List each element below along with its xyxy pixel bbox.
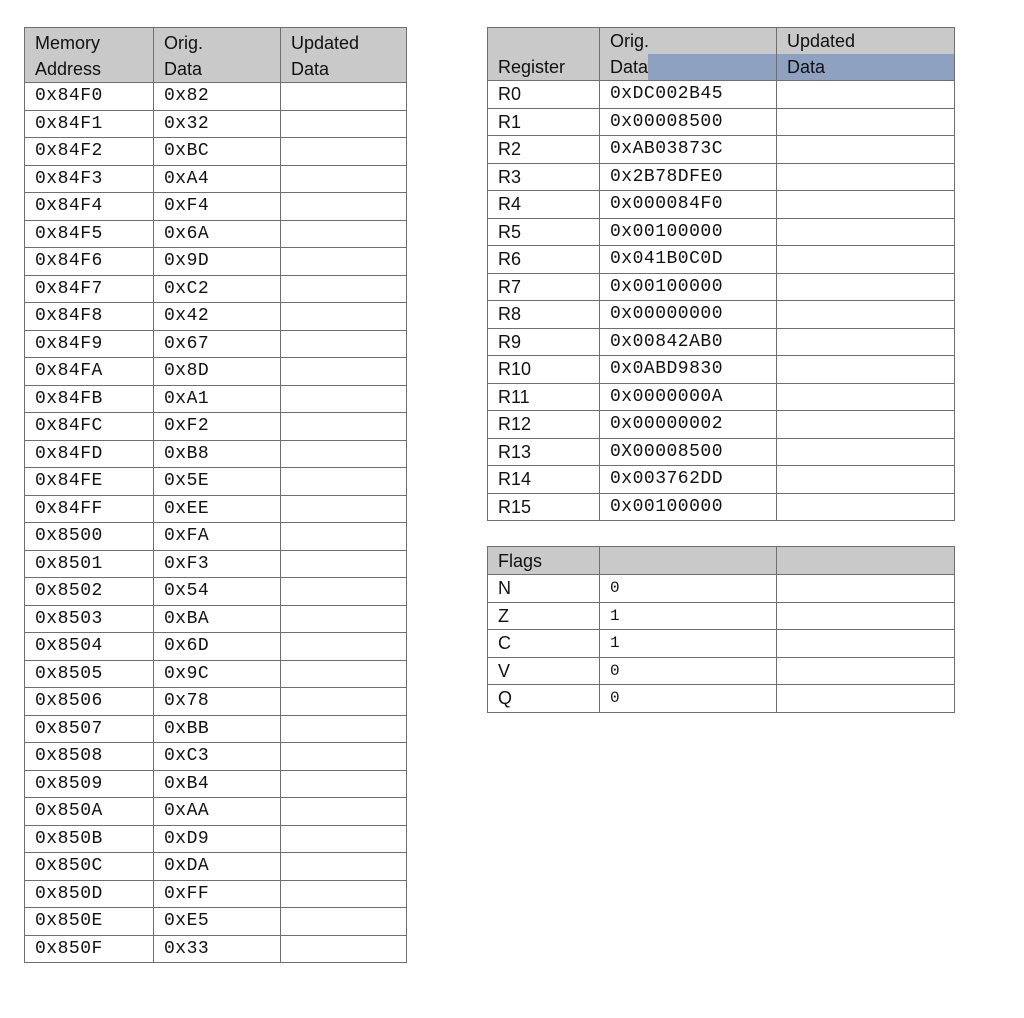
memory-address-cell: 0x84FF	[25, 495, 154, 523]
flag-value-cell: 1	[600, 630, 777, 658]
memory-orig-data-cell: 0xA4	[154, 165, 281, 193]
register-orig-data-cell: 0x00000002	[600, 411, 777, 439]
register-updated-data-cell[interactable]	[777, 246, 955, 274]
flag-row	[488, 685, 955, 713]
memory-address-header	[25, 28, 154, 83]
memory-orig-data-cell: 0xB4	[154, 770, 281, 798]
flag-row	[488, 602, 955, 630]
memory-row	[25, 853, 407, 881]
memory-orig-data-cell: 0xAA	[154, 798, 281, 826]
memory-table	[24, 27, 407, 963]
memory-orig-data-cell: 0x78	[154, 688, 281, 716]
memory-address-cell: 0x84FC	[25, 413, 154, 441]
register-orig-data-cell: 0x0000000A	[600, 383, 777, 411]
memory-row	[25, 908, 407, 936]
register-name-cell: R11	[488, 383, 600, 411]
flag-updated-cell[interactable]	[777, 630, 955, 658]
register-header-row	[488, 28, 955, 81]
memory-updated-data-cell[interactable]	[281, 825, 407, 853]
register-row	[488, 246, 955, 274]
memory-orig-data-cell: 0xD9	[154, 825, 281, 853]
memory-orig-data-cell: 0xFF	[154, 880, 281, 908]
memory-address-cell: 0x84FD	[25, 440, 154, 468]
memory-updated-data-cell[interactable]	[281, 605, 407, 633]
register-table	[487, 27, 955, 521]
flag-value-cell: 0	[600, 685, 777, 713]
memory-orig-header-line2: Data	[164, 59, 203, 79]
flag-updated-cell[interactable]	[777, 575, 955, 603]
memory-row	[25, 550, 407, 578]
flag-row	[488, 575, 955, 603]
register-updated-header-line2: Data	[777, 54, 954, 80]
memory-orig-data-cell: 0xF4	[154, 193, 281, 221]
memory-row	[25, 220, 407, 248]
register-orig-data-cell: 0x2B78DFE0	[600, 163, 777, 191]
memory-address-cell: 0x850C	[25, 853, 154, 881]
memory-orig-data-cell: 0xE5	[154, 908, 281, 936]
memory-address-cell: 0x84F5	[25, 220, 154, 248]
memory-orig-data-cell: 0xF3	[154, 550, 281, 578]
memory-updated-data-cell[interactable]	[281, 138, 407, 166]
memory-orig-data-cell: 0xB8	[154, 440, 281, 468]
register-name-cell: R7	[488, 273, 600, 301]
memory-address-cell: 0x84F7	[25, 275, 154, 303]
register-updated-data-cell[interactable]	[777, 411, 955, 439]
memory-updated-data-cell[interactable]	[281, 83, 407, 111]
register-name-cell: R8	[488, 301, 600, 329]
register-row	[488, 383, 955, 411]
memory-orig-data-cell: 0x5E	[154, 468, 281, 496]
memory-row	[25, 660, 407, 688]
flag-updated-cell[interactable]	[777, 685, 955, 713]
memory-address-cell: 0x84FA	[25, 358, 154, 386]
flag-value-cell: 0	[600, 575, 777, 603]
register-orig-data-cell: 0xAB03873C	[600, 136, 777, 164]
memory-row	[25, 358, 407, 386]
register-orig-data-cell: 0x041B0C0D	[600, 246, 777, 274]
memory-address-cell: 0x8501	[25, 550, 154, 578]
register-updated-data-cell[interactable]	[777, 301, 955, 329]
memory-address-cell: 0x8503	[25, 605, 154, 633]
memory-updated-data-cell[interactable]	[281, 908, 407, 936]
register-orig-data-cell: 0x000084F0	[600, 191, 777, 219]
memory-updated-header-line1: Updated	[291, 33, 360, 53]
memory-updated-data-cell[interactable]	[281, 495, 407, 523]
register-orig-header-line1: Orig.	[610, 31, 650, 51]
register-orig-data-cell: 0x0ABD9830	[600, 356, 777, 384]
register-orig-data-cell: 0x00842AB0	[600, 328, 777, 356]
memory-updated-data-cell[interactable]	[281, 550, 407, 578]
memory-orig-data-cell: 0xA1	[154, 385, 281, 413]
memory-orig-data-cell: 0xBA	[154, 605, 281, 633]
flag-value-cell: 1	[600, 602, 777, 630]
memory-address-header-line1: Memory	[35, 33, 101, 53]
memory-orig-data-cell: 0xFA	[154, 523, 281, 551]
flag-updated-cell[interactable]	[777, 602, 955, 630]
memory-address-cell: 0x84F9	[25, 330, 154, 358]
register-row	[488, 438, 955, 466]
register-row	[488, 218, 955, 246]
memory-orig-data-cell: 0xBB	[154, 715, 281, 743]
memory-orig-data-cell: 0x8D	[154, 358, 281, 386]
memory-orig-data-header	[154, 28, 281, 83]
register-updated-data-cell[interactable]	[777, 493, 955, 521]
memory-orig-data-cell: 0x6D	[154, 633, 281, 661]
register-row	[488, 81, 955, 109]
memory-row	[25, 798, 407, 826]
memory-address-cell: 0x84F0	[25, 83, 154, 111]
memory-updated-data-cell[interactable]	[281, 385, 407, 413]
register-orig-data-cell: 0x00100000	[600, 273, 777, 301]
memory-address-cell: 0x8507	[25, 715, 154, 743]
register-updated-data-cell[interactable]	[777, 438, 955, 466]
flag-name-cell: Z	[488, 602, 600, 630]
flag-row	[488, 657, 955, 685]
register-orig-data-cell: 0x00008500	[600, 108, 777, 136]
register-row	[488, 273, 955, 301]
flag-updated-cell[interactable]	[777, 657, 955, 685]
memory-updated-data-cell[interactable]	[281, 468, 407, 496]
memory-orig-data-cell: 0x32	[154, 110, 281, 138]
memory-updated-data-cell[interactable]	[281, 578, 407, 606]
flags-table	[487, 546, 955, 713]
memory-row	[25, 880, 407, 908]
register-orig-data-cell: 0x00100000	[600, 493, 777, 521]
register-name-cell: R12	[488, 411, 600, 439]
register-row	[488, 108, 955, 136]
memory-updated-data-cell[interactable]	[281, 303, 407, 331]
memory-row	[25, 605, 407, 633]
flag-name-cell: C	[488, 630, 600, 658]
register-name-cell: R2	[488, 136, 600, 164]
memory-updated-data-cell[interactable]	[281, 853, 407, 881]
memory-row	[25, 248, 407, 276]
memory-row	[25, 688, 407, 716]
register-table-body	[488, 81, 955, 521]
memory-address-cell: 0x850A	[25, 798, 154, 826]
memory-row	[25, 275, 407, 303]
memory-orig-data-cell: 0xF2	[154, 413, 281, 441]
register-orig-data-cell: 0x00100000	[600, 218, 777, 246]
register-updated-data-cell[interactable]	[777, 108, 955, 136]
register-updated-data-cell[interactable]	[777, 466, 955, 494]
register-row	[488, 191, 955, 219]
memory-updated-data-cell[interactable]	[281, 880, 407, 908]
memory-row	[25, 385, 407, 413]
memory-updated-data-cell[interactable]	[281, 770, 407, 798]
memory-row	[25, 440, 407, 468]
memory-address-cell: 0x84F3	[25, 165, 154, 193]
register-name-cell: R10	[488, 356, 600, 384]
memory-updated-data-cell[interactable]	[281, 743, 407, 771]
memory-orig-data-cell: 0xDA	[154, 853, 281, 881]
memory-orig-data-cell: 0x9C	[154, 660, 281, 688]
memory-row	[25, 303, 407, 331]
memory-address-cell: 0x8502	[25, 578, 154, 606]
memory-header-row	[25, 28, 407, 83]
memory-orig-data-cell: 0x82	[154, 83, 281, 111]
memory-row	[25, 110, 407, 138]
register-name-cell: R14	[488, 466, 600, 494]
register-name-cell: R0	[488, 81, 600, 109]
register-name-cell: R5	[488, 218, 600, 246]
memory-address-cell: 0x84F4	[25, 193, 154, 221]
memory-updated-data-cell[interactable]	[281, 633, 407, 661]
memory-row	[25, 330, 407, 358]
memory-address-cell: 0x84FB	[25, 385, 154, 413]
flag-value-cell: 0	[600, 657, 777, 685]
memory-address-cell: 0x84F6	[25, 248, 154, 276]
memory-address-cell: 0x8500	[25, 523, 154, 551]
flag-name-cell: V	[488, 657, 600, 685]
memory-orig-data-cell: 0xEE	[154, 495, 281, 523]
register-orig-data-cell: 0x003762DD	[600, 466, 777, 494]
memory-row	[25, 825, 407, 853]
register-row	[488, 328, 955, 356]
memory-orig-header-line1: Orig.	[164, 33, 204, 53]
register-orig-data-cell: 0xDC002B45	[600, 81, 777, 109]
memory-row	[25, 495, 407, 523]
memory-orig-data-cell: 0xC2	[154, 275, 281, 303]
memory-row	[25, 523, 407, 551]
memory-row	[25, 165, 407, 193]
memory-updated-data-cell[interactable]	[281, 165, 407, 193]
memory-updated-data-cell[interactable]	[281, 193, 407, 221]
register-name-cell: R6	[488, 246, 600, 274]
memory-updated-data-cell[interactable]	[281, 275, 407, 303]
memory-orig-data-cell: 0xBC	[154, 138, 281, 166]
register-name-cell: R9	[488, 328, 600, 356]
memory-address-cell: 0x8509	[25, 770, 154, 798]
register-orig-data-header	[600, 28, 777, 81]
register-name-cell: R4	[488, 191, 600, 219]
register-name-cell: R13	[488, 438, 600, 466]
memory-updated-data-cell[interactable]	[281, 798, 407, 826]
memory-address-cell: 0x84F1	[25, 110, 154, 138]
register-header-label: Register	[498, 57, 566, 77]
memory-orig-data-cell: 0x6A	[154, 220, 281, 248]
memory-address-cell: 0x850D	[25, 880, 154, 908]
register-updated-data-cell[interactable]	[777, 191, 955, 219]
register-row	[488, 411, 955, 439]
memory-address-cell: 0x8508	[25, 743, 154, 771]
memory-updated-data-cell[interactable]	[281, 220, 407, 248]
memory-row	[25, 715, 407, 743]
register-name-cell: R1	[488, 108, 600, 136]
memory-updated-data-cell[interactable]	[281, 523, 407, 551]
memory-orig-data-cell: 0x67	[154, 330, 281, 358]
register-row	[488, 466, 955, 494]
memory-updated-data-cell[interactable]	[281, 330, 407, 358]
register-orig-header-line2: Data	[600, 54, 776, 80]
register-row	[488, 301, 955, 329]
memory-row	[25, 935, 407, 963]
register-updated-data-cell[interactable]	[777, 273, 955, 301]
memory-row	[25, 633, 407, 661]
register-header	[488, 28, 600, 81]
register-row	[488, 493, 955, 521]
memory-orig-data-cell: 0x42	[154, 303, 281, 331]
memory-address-cell: 0x8505	[25, 660, 154, 688]
memory-address-cell: 0x850F	[25, 935, 154, 963]
register-updated-data-cell[interactable]	[777, 81, 955, 109]
register-orig-data-cell: 0X00008500	[600, 438, 777, 466]
memory-updated-data-cell[interactable]	[281, 248, 407, 276]
memory-orig-data-cell: 0x33	[154, 935, 281, 963]
register-updated-data-cell[interactable]	[777, 136, 955, 164]
memory-address-cell: 0x84F8	[25, 303, 154, 331]
memory-row	[25, 743, 407, 771]
register-row	[488, 163, 955, 191]
register-updated-data-cell[interactable]	[777, 163, 955, 191]
memory-row	[25, 413, 407, 441]
flags-updated-header	[777, 547, 955, 575]
memory-updated-data-header	[281, 28, 407, 83]
register-name-cell: R15	[488, 493, 600, 521]
memory-updated-data-cell[interactable]	[281, 688, 407, 716]
register-row	[488, 356, 955, 384]
memory-updated-data-cell[interactable]	[281, 935, 407, 963]
flags-header-row	[488, 547, 955, 575]
flags-value-header	[600, 547, 777, 575]
register-orig-data-cell: 0x00000000	[600, 301, 777, 329]
flag-name-cell: Q	[488, 685, 600, 713]
flags-table-body	[488, 575, 955, 713]
memory-orig-data-cell: 0x54	[154, 578, 281, 606]
memory-table-body	[25, 83, 407, 963]
register-updated-data-header	[777, 28, 955, 81]
memory-updated-data-cell[interactable]	[281, 440, 407, 468]
register-row	[488, 136, 955, 164]
register-name-cell: R3	[488, 163, 600, 191]
register-updated-data-cell[interactable]	[777, 356, 955, 384]
register-updated-data-cell[interactable]	[777, 383, 955, 411]
memory-orig-data-cell: 0xC3	[154, 743, 281, 771]
memory-address-cell: 0x850E	[25, 908, 154, 936]
memory-row	[25, 468, 407, 496]
flag-row	[488, 630, 955, 658]
memory-row	[25, 578, 407, 606]
memory-orig-data-cell: 0x9D	[154, 248, 281, 276]
memory-updated-data-cell[interactable]	[281, 715, 407, 743]
memory-updated-data-cell[interactable]	[281, 358, 407, 386]
memory-row	[25, 770, 407, 798]
memory-row	[25, 193, 407, 221]
memory-address-header-line2: Address	[35, 59, 102, 79]
memory-address-cell: 0x850B	[25, 825, 154, 853]
memory-address-cell: 0x84F2	[25, 138, 154, 166]
memory-updated-data-cell[interactable]	[281, 413, 407, 441]
flag-name-cell: N	[488, 575, 600, 603]
memory-updated-data-cell[interactable]	[281, 110, 407, 138]
memory-row	[25, 83, 407, 111]
memory-address-cell: 0x8506	[25, 688, 154, 716]
flags-header: Flags	[488, 547, 600, 575]
memory-row	[25, 138, 407, 166]
memory-address-cell: 0x8504	[25, 633, 154, 661]
register-updated-data-cell[interactable]	[777, 218, 955, 246]
memory-address-cell: 0x84FE	[25, 468, 154, 496]
memory-updated-data-cell[interactable]	[281, 660, 407, 688]
register-updated-data-cell[interactable]	[777, 328, 955, 356]
memory-updated-header-line2: Data	[291, 59, 330, 79]
register-updated-header-line1: Updated	[787, 31, 856, 51]
